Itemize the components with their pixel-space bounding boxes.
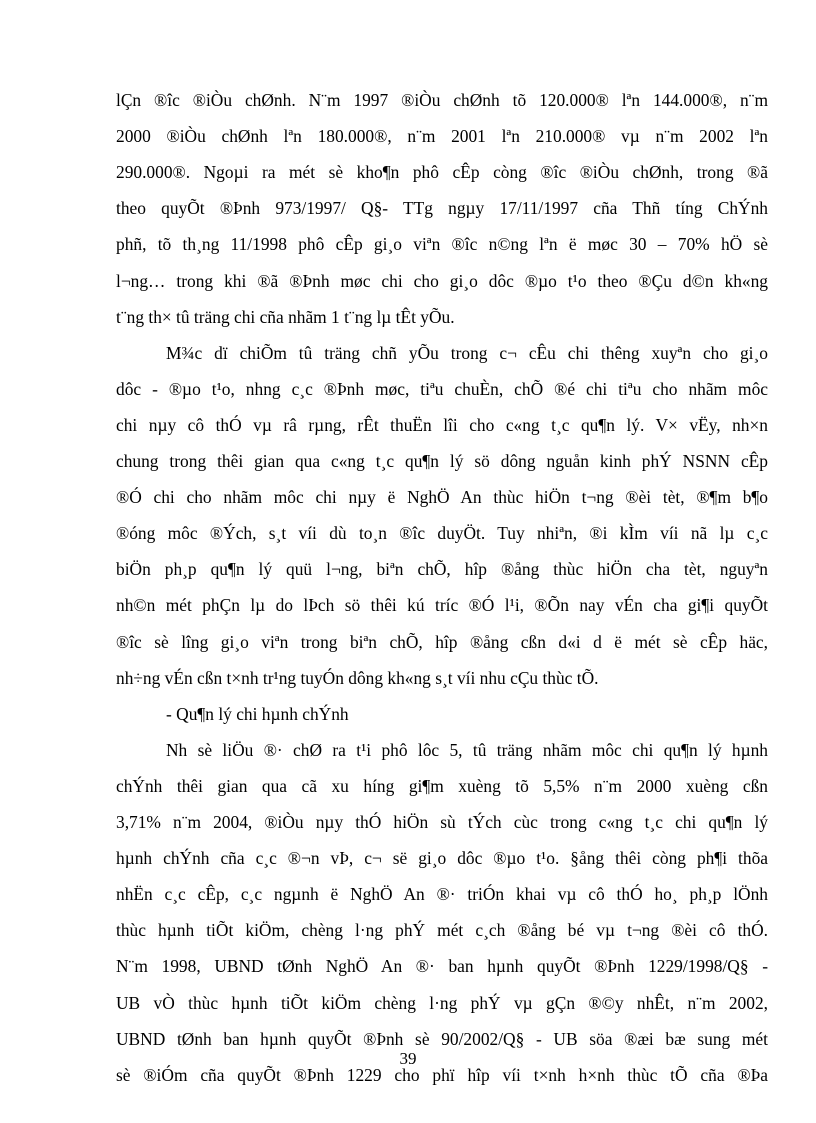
text-line: N¨m 1998, UBND tØnh NghÖ An ®· ban hµnh quyÕt ®Þnh 1229/1998/Q§ - [116,956,768,977]
text-line: ®Ó chi cho nhãm môc chi nµy ë NghÖ An thùc hiÖn t¬ng ®èi tèt, ®¶m b¶o [116,487,768,508]
text-line: thùc hµnh tiÕt kiÖm, chèng l·ng phÝ mét c¸ch ®ång bé vµ t¬ng ®èi cô thÓ. [116,920,768,941]
text-line: ®îc sè lîng gi¸o viªn trong biªn chÕ, hîp ®ång cßn d«i d ë mét sè cÊp häc, [116,631,768,652]
text-line: biÖn ph¸p qu¶n lý quü l¬ng, biªn chÕ, hîp ®ång thùc hiÖn cha tèt, nguyªn [116,559,768,580]
text-line: nh÷ng vÉn cßn t×nh tr¹ng tuyÓn dông kh«ng s¸t víi nhu cÇu thùc tÕ. [116,667,599,688]
text-line: chÝnh thêi gian qua cã xu híng gi¶m xuèng tõ 5,5% n¨m 2000 xuèng cßn [116,775,768,796]
text-line: dôc - ®µo t¹o, nhng c¸c ®Þnh møc, tiªu chuÈn, chÕ ®é chi tiªu cho nhãm môc [116,378,768,399]
text-line: phñ, tõ th¸ng 11/1998 phô cÊp gi¸o viªn ®îc n©ng lªn ë møc 30 – 70% hÖ sè [116,234,768,255]
page-number: 39 [399,1049,417,1068]
text-line: 3,71% n¨m 2004, ®iÒu nµy thÓ hiÖn sù tÝch cùc trong c«ng t¸c chi qu¶n lý [116,812,768,832]
text-line: - Qu¶n lý chi hµnh chÝnh [166,703,349,724]
text-line: Nh sè liÖu ®· chØ ra t¹i phô lôc 5, tû träng nhãm môc chi qu¶n lý hµnh [166,739,768,760]
text-line: hµnh chÝnh cña c¸c ®¬n vÞ, c¬ së gi¸o dôc ®µo t¹o. §ång thêi còng ph¶i thõa [116,848,768,869]
text-line: M¾c dï chiÕm tû träng chñ yÕu trong c¬ cÊu chi thêng xuyªn cho gi¸o [166,342,768,363]
text-line: ®óng môc ®Ých, s¸t víi dù to¸n ®îc duyÖt. Tuy nhiªn, ®i kÌm víi nã lµ c¸c [116,523,768,544]
text-line: 290.000®. Ngoµi ra mét sè kho¶n phô cÊp còng ®îc ®iÒu chØnh, trong ®ã [116,162,768,183]
text-line: UB vÒ thùc hµnh tiÕt kiÖm chèng l·ng phÝ vµ gÇn ®©y nhÊt, n¨m 2002, [116,992,768,1013]
text-line: t¨ng th× tû träng chi cña nhãm 1 t¨ng lµ tÊt yÕu. [116,306,455,327]
text-line: UBND tØnh ban hµnh quyÕt ®Þnh sè 90/2002/Q§ - UB söa ®æi bæ sung mét [116,1028,768,1049]
text-line: l¬ng… trong khi ®ã ®Þnh møc chi cho gi¸o dôc ®µo t¹o theo ®Çu d©n kh«ng [116,270,768,291]
text-line: sè ®iÓm cña quyÕt ®Þnh 1229 cho phï hîp víi t×nh h×nh thùc tÕ cña ®Þa [116,1064,768,1085]
text-line: chung trong thêi gian qua c«ng t¸c qu¶n lý sö dông nguån kinh phÝ NSNN cÊp [116,451,768,471]
text-line: 2000 ®iÒu chØnh lªn 180.000®, n¨m 2001 lªn 210.000® vµ n¨m 2002 lªn [116,126,768,147]
text-line: lÇn ®îc ®iÒu chØnh. N¨m 1997 ®iÒu chØnh tõ 120.000® lªn 144.000®, n¨m [116,90,768,110]
text-line: nh©n mét phÇn lµ do lÞch sö thêi kú tríc ®Ó l¹i, ®Õn nay vÉn cha gi¶i quyÕt [116,595,768,616]
text-line: theo quyÕt ®Þnh 973/1997/ Q§- TTg ngµy 17/11/1997 cña Thñ tíng ChÝnh [116,198,768,219]
text-line: nhËn c¸c cÊp, c¸c ngµnh ë NghÖ An ®· triÓn khai vµ cô thÓ ho¸ ph¸p lÖnh [116,884,768,905]
text-line: chi nµy cô thÓ vµ râ rµng, rÊt thuËn lîi cho c«ng t¸c qu¶n lý. V× vËy, nh×n [116,414,768,435]
